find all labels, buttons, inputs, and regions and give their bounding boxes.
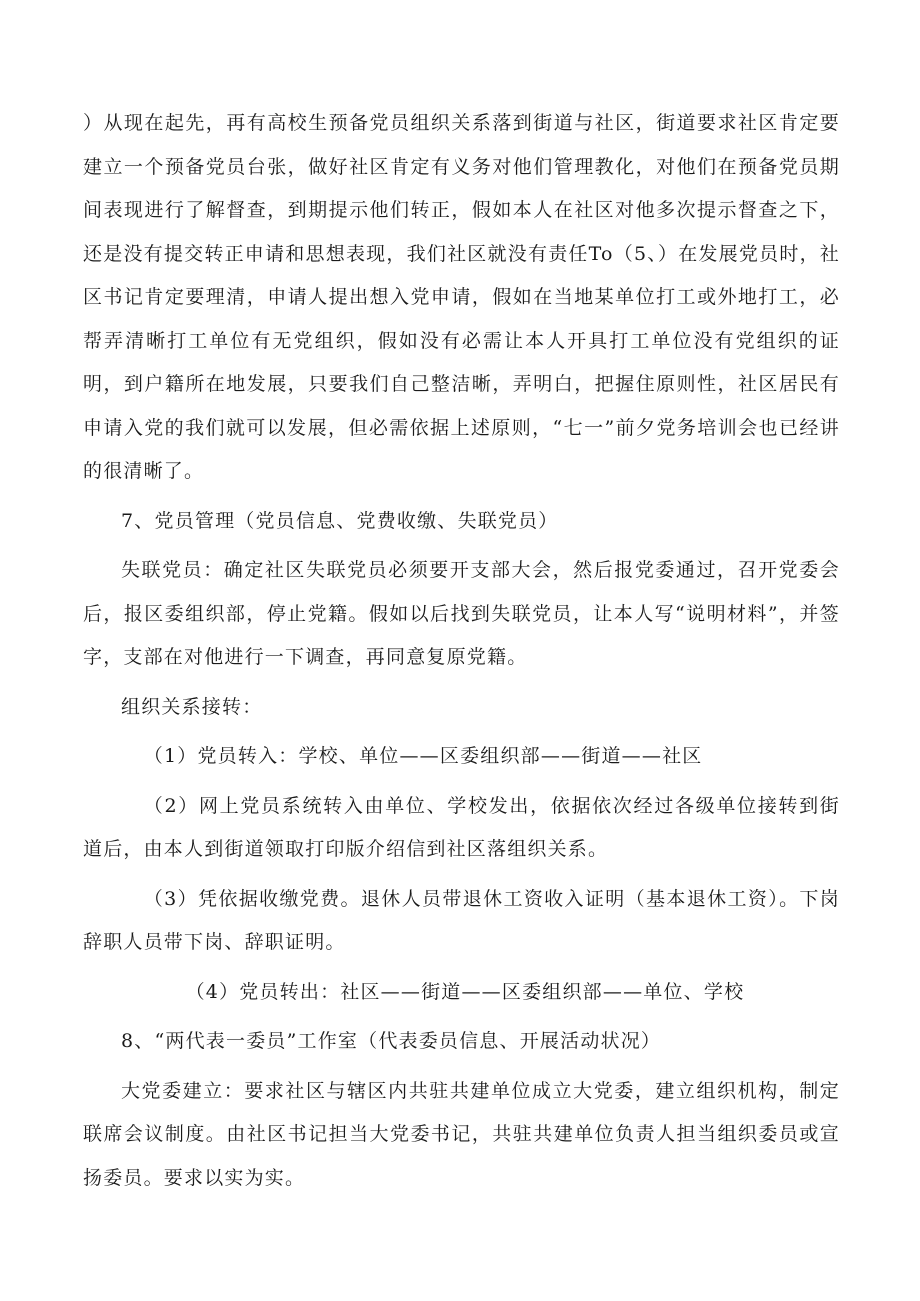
paragraph-party-committee: 大党委建立：要求社区与辖区内共驻共建单位成立大党委，建立组织机构，制定联席会议制度。由社区书记担当大党委书记，共驻共建单位负责人担当组织委员或宣扬委员。要求以实为实。: [83, 1079, 840, 1189]
document-body: [83, 102, 840, 1200]
subheading-transfer: 组织关系接转：: [121, 695, 263, 718]
list-item-3: （3）凭依据收缴党费。退休人员带退休工资收入证明（基本退休工资）。下岗辞职人员带下岗、辞职证明。: [83, 887, 840, 953]
paragraph-continuation: ）从现在起先，再有高校生预备党员组织关系落到街道与社区，街道要求社区肯定要建立一个预备党员台张，做好社区肯定有义务对他们管理教化，对他们在预备党员期间表现进行了解督查，到期提示他们转正，假如本人在社区对他多次提示督查之下，还是没有提交转正申请和思想表现，我们社区就没有责任To（5、）在发展党员时，社区书记肯定要理清，申请人提出想入党申请，假如在当地某单位打工或外地打工，必帮弄清晰打工单位有无党组织，假如没有必需让本人开具打工单位没有党组织的证明，到户籍所在地发展，只要我们自己整洁晰，弄明白，把握住原则性，社区居民有申请入党的我们就可以发展，但必需依据上述原则，“七一”前夕党务培训会也已经讲的很清晰了。: [83, 112, 840, 482]
section-heading-8: 8、“两代表一委员”工作室（代表委员信息、开展活动状况）: [121, 1030, 662, 1052]
list-item-2: （2）网上党员系统转入由单位、学校发出，依据依次经过各级单位接转到街道后，由本人到街道领取打印版介绍信到社区落组织关系。: [83, 794, 840, 860]
list-item-4: （4）党员转出：社区——街道——区委组织部——单位、学校: [185, 980, 745, 1003]
list-item-1: （1）党员转入：学校、单位——区委组织部——街道——社区: [143, 745, 703, 767]
section-heading-7: 7、党员管理（党员信息、党费收缴、失联党员）: [121, 509, 559, 532]
paragraph-lost-members: 失联党员：确定社区失联党员必须要开支部大会，然后报党委通过，召开党委会后，报区委组织部，停止党籍。假如以后找到失联党员，让本人写“说明材料”，并签字，支部在对他进行一下调查，再同意复原党籍。: [83, 559, 840, 668]
